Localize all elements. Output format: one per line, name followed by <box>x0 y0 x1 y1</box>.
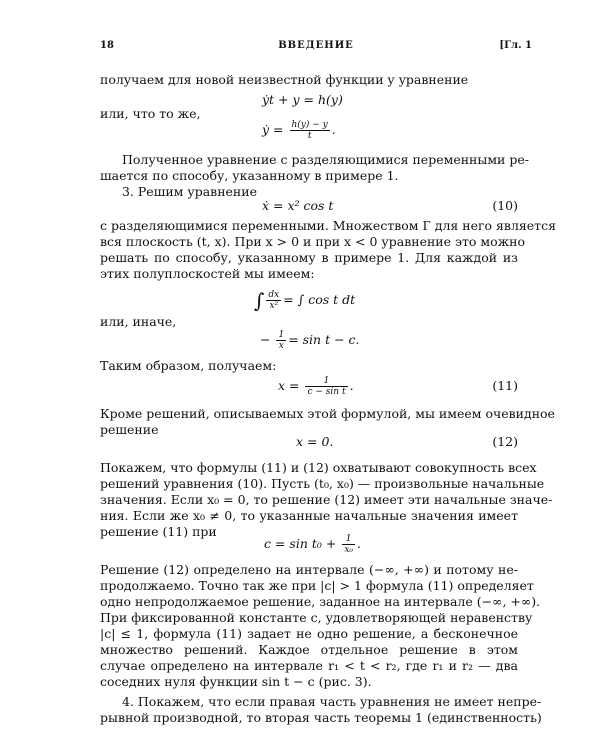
page-number: 18 <box>100 40 114 51</box>
text-line: продолжаемо. Точно так же при |c| > 1 формула (11) определяет <box>100 578 534 593</box>
text-line: соседних нуля функции sin t − c (рис. 3). <box>100 674 372 689</box>
text-line: ния. Если же x₀ ≠ 0, то указанные начальные значения имеет <box>100 508 518 523</box>
text-line: решений уравнения (10). Пусть (t₀, x₀) — произвольные начальные <box>100 476 545 491</box>
text-line: одно непродолжаемое решение, заданное на интервале (−∞, +∞). <box>100 594 541 609</box>
fraction <box>276 330 286 351</box>
formula-dot-y-t: ẏt + y = h(y) <box>262 92 343 107</box>
formula-rhs: = ∫ cos t dt <box>283 292 356 307</box>
text-line: Покажем, что формулы (11) и (12) охватывают совокупность всех <box>100 460 537 475</box>
text-line: или, что то же, <box>100 106 201 121</box>
text-line: множество решений. Каждое отдельное решение в этом <box>100 642 518 657</box>
fraction-numerator: h(y) − y <box>291 120 328 130</box>
integral-sign: ∫ <box>254 288 265 313</box>
text-line: 4. Покажем, что если правая часть уравнения не имеет непре- <box>122 694 542 709</box>
formula-rhs: = sin t − c. <box>288 332 360 347</box>
fraction-denominator: x² <box>269 301 279 311</box>
text-line: Решение (12) определено на интервале (−∞, +∞) и потому не- <box>100 562 518 577</box>
text-line: |c| ≤ 1, формула (11) задает не одно решение, а бесконечное <box>100 626 518 641</box>
text-line: рывной производной, то вторая часть теоремы 1 (единственность) <box>100 710 542 725</box>
formula-c: c = sin t₀ + $\frac{1}{\text{x₀}}$ . <box>264 534 361 555</box>
text-line: или, иначе, <box>100 314 177 329</box>
text-line: значения. Если x₀ = 0, то решение (12) имеет эти начальные значе- <box>100 492 553 507</box>
equation-number-11: (11) <box>492 378 518 393</box>
text-line: решение (11) при <box>100 524 217 539</box>
fraction-denominator: t <box>307 131 312 141</box>
fraction-numerator: 1 <box>342 534 355 545</box>
fraction <box>266 290 281 311</box>
formula-10: ẋ = x² cos t <box>262 198 334 213</box>
formula-sin-c: − $\frac{1}{x}$ = sin t − c. <box>260 330 360 351</box>
text-line: Кроме решений, описываемых этой формулой, мы имеем очевидное <box>100 406 555 421</box>
text-line: Таким образом, получаем: <box>100 358 277 373</box>
fraction <box>305 376 347 397</box>
fraction-denominator: x₀ <box>344 545 354 555</box>
text-line: получаем для новой неизвестной функции y уравнение <box>100 72 469 87</box>
fraction-numerator: dx <box>268 290 280 300</box>
text-line: с разделяющимися переменными. Множеством Г для него является <box>100 218 556 233</box>
equation-number-10: (10) <box>492 198 518 213</box>
text-line: этих полуплоскостей мы имеем: <box>100 266 315 281</box>
formula-11: x = $\frac{1}{\text{c − sin t}}$ . <box>278 376 354 397</box>
chapter-ref: [Гл. 1 <box>499 40 532 51</box>
text-line: случае определено на интервале r₁ < t < r₂, где r₁ и r₂ — два <box>100 658 518 673</box>
equation-number-12: (12) <box>492 434 518 449</box>
text-line: 3. Решим уравнение <box>122 184 257 199</box>
fraction-denominator: x <box>278 341 284 351</box>
text-line: шается по способу, указанному в примере 1. <box>100 168 399 183</box>
fraction-denominator: c − sin t <box>307 387 346 397</box>
fraction-numerator: 1 <box>305 376 347 387</box>
fraction-numerator: 1 <box>278 330 285 340</box>
fraction <box>290 120 330 141</box>
text-line: решение <box>100 422 159 437</box>
running-title: ВВЕДЕНИЕ <box>278 40 354 51</box>
formula-lhs: c = sin t₀ + <box>264 536 337 551</box>
formula-lhs: ẏ = <box>262 122 284 137</box>
text-line: Полученное уравнение с разделяющимися переменными ре- <box>122 152 529 167</box>
text-line: При фиксированной константе c, удовлетворяющей неравенству <box>100 610 533 625</box>
fraction <box>342 534 355 555</box>
formula-integral <box>254 290 355 311</box>
formula-12: x = 0. <box>296 434 334 449</box>
formula-y-dot: ẏ = $\frac{h(y) - y}{t}$ . <box>262 120 336 141</box>
formula-lhs: x = <box>278 378 300 393</box>
text-line: решать по способу, указанному в примере 1. Для каждой из <box>100 250 518 265</box>
page-header <box>100 40 532 56</box>
text-line: вся плоскость (t, x). При x > 0 и при x < 0 уравнение это можно <box>100 234 526 249</box>
